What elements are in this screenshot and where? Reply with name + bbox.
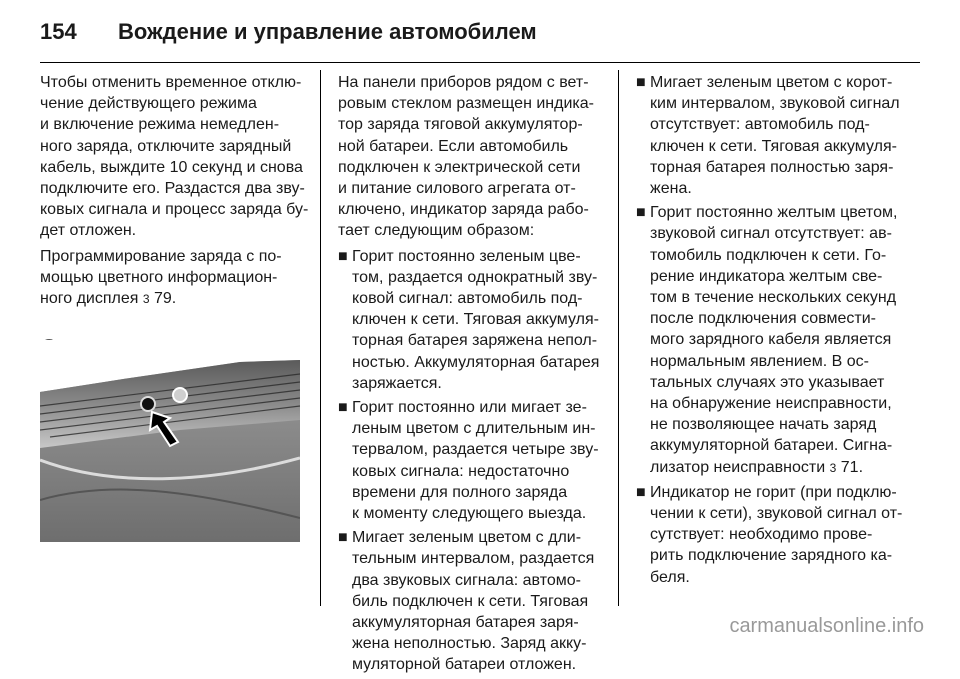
paragraph-programming: Программирование заряда с по- мощью цветного информацион- ного дисплея 3 79.: [40, 247, 282, 308]
bullet-icon: ■: [338, 399, 348, 417]
page-title: Вождение и управление автомобилем: [118, 19, 537, 44]
bullet-icon: ■: [636, 483, 646, 501]
indicator-states-list-continued: [636, 72, 912, 588]
paragraph-indicator-intro: На панели приборов рядом с вет- ровым стеклом размещен индика- тор заряда тяговой аккумулятор- ной батареи. Если автомобиль подключен к электрической сети и питание силового агрегата от- ключено, индикатор заряда рабо- тает следующим образом:: [338, 74, 594, 240]
page-reference-icon: 3: [829, 460, 837, 475]
column-1: [40, 72, 310, 364]
charge-indicator-illustration: [40, 340, 300, 542]
page-reference: 79.: [154, 290, 177, 308]
watermark: carmanualsonline.info: [729, 615, 924, 637]
bullet-icon: ■: [338, 529, 348, 547]
list-item: ■ Индикатор не горит (при подклю- чении к сети), звуковой сигнал от- сутствует: необходимо прове- рить подключение зарядного ка- беля.: [636, 483, 903, 586]
bullet-icon: ■: [636, 204, 646, 222]
bullet-icon: ■: [338, 247, 348, 265]
page-number: 154: [40, 19, 77, 44]
list-item: ■ Горит постоянно или мигает зе- леным цветом с длительным ин- тервалом, раздается четыре зву- ковых сигнала: недостаточно времени для полного заряда к моменту следующего выезда.: [338, 399, 599, 523]
column-divider: [320, 70, 321, 606]
list-item: ■ Горит постоянно желтым цветом, звуковой сигнал отсутствует: ав- томобиль подключен к сети. Го- рение индикатора желтым све- том в течение нескольких секунд после подключения совмести- мого зарядного кабеля является нормальным явлением. В ос- тальных случаях это указывает на обнаружение неисправности, не позволяющее начать заряд аккумуляторной батареи. Сигна- лизатор неисправности 3 71.: [636, 204, 898, 476]
column-2: [338, 72, 608, 679]
column-3: [636, 72, 912, 591]
list-item: ■ Мигает зеленым цветом с дли- тельным интервалом, раздается два звуковых сигнала: автомо- биль подключен к сети. Тяговая аккумуляторная батарея заря- жена неполностью. Заряд акку- муляторной батареи отложен.: [338, 529, 595, 674]
list-item: ■ Мигает зеленым цветом с корот- ким интервалом, звуковой сигнал отсутствует: автомобиль под- ключен к сети. Тяговая аккумуля- торная батарея полностью заря- жена.: [636, 74, 900, 198]
page-header: [40, 14, 537, 50]
column-divider: [618, 70, 619, 606]
dashboard-illustration: [40, 340, 300, 542]
paragraph-cancel-delay: Чтобы отменить временное отклю- чение действующего режима и включение режима немедлен- ного заряда, отключите зарядный кабель, выждите 10 секунд и снова подключите его. Раздастся два зву- ковых сигнала и процесс заряда бу- дет отложен.: [40, 74, 309, 240]
bullet-icon: ■: [636, 74, 646, 91]
header-rule: [40, 62, 920, 63]
list-item: ■ Горит постоянно зеленым цве- том, раздается однократный зву- ковой сигнал: автомобиль под- ключен к сети. Тяговая аккумуля- торная батарея заряжена непол- ностью. Аккумуляторная батарея заряжается.: [338, 247, 600, 392]
page-reference: 71.: [840, 458, 864, 476]
page-reference-icon: 3: [142, 292, 150, 307]
indicator-states-list: [338, 246, 608, 676]
